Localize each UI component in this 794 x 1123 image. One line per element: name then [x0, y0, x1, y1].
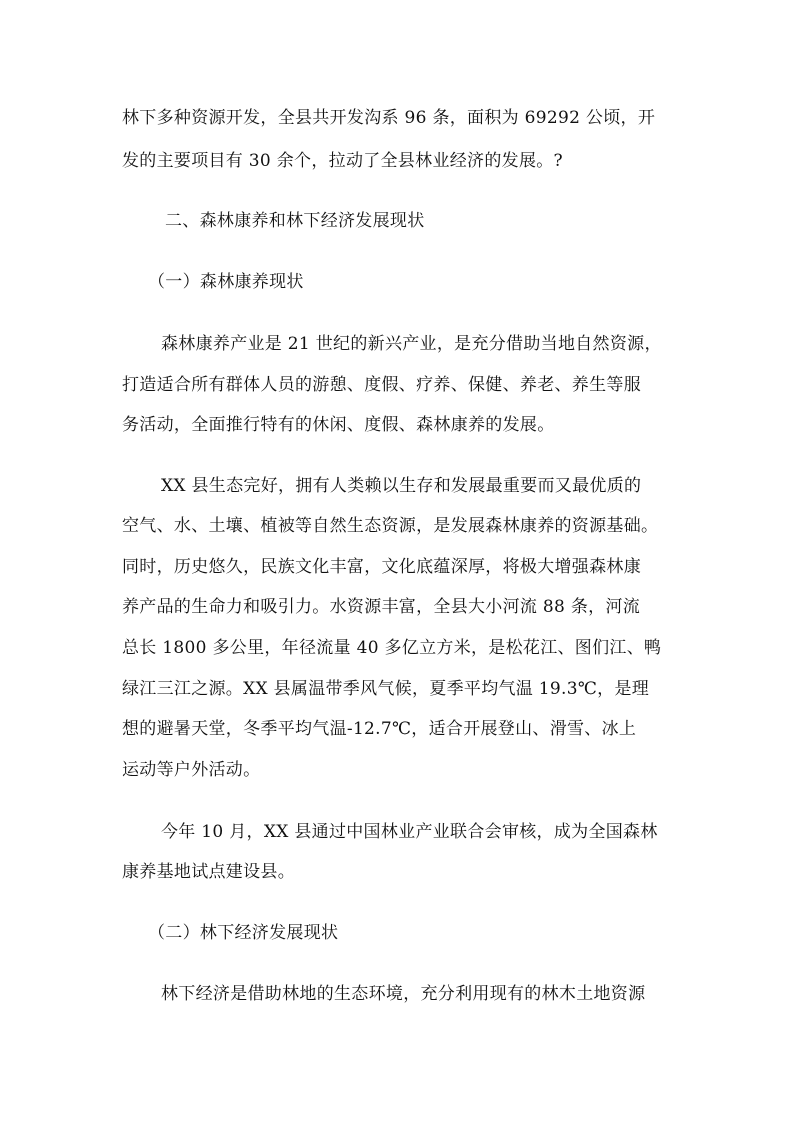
text-line-6: 打造适合所有群体人员的游憩、度假、疗养、保健、养老、养生等服 — [122, 375, 641, 395]
section-heading: 二、森林康养和林下经济发展现状 — [165, 211, 425, 231]
text-line-12: 总长 1800 多公里，年径流量 40 多亿立方米，是松花江、图们江、鸭 — [122, 638, 662, 658]
text-line-11: 养产品的生命力和吸引力。水资源丰富，全县大小河流 88 条，河流 — [122, 597, 641, 617]
text-line-5: 森林康养产业是 21 世纪的新兴产业，是充分借助当地自然资源， — [161, 334, 662, 354]
text-line-1: 林下多种资源开发，全县共开发沟系 96 条，面积为 69292 公顷，开 — [122, 108, 656, 128]
text-line-7: 务活动，全面推行特有的休闲、度假、森林康养的发展。 — [122, 415, 555, 435]
text-line-19: 林下经济是借助林地的生态环境，充分利用现有的林木土地资源 — [161, 984, 646, 1004]
text-line-17: 康养基地试点建设县。 — [122, 862, 295, 882]
subsection-heading-2: （二）林下经济发展现状 — [148, 923, 339, 943]
text-line-10: 同时，历史悠久，民族文化丰富，文化底蕴深厚，将极大增强森林康 — [122, 557, 641, 577]
subsection-heading-1: （一）森林康养现状 — [148, 272, 304, 292]
text-line-15: 运动等户外活动。 — [122, 760, 261, 780]
text-line-13: 绿江三江之源。XX 县属温带季风气候，夏季平均气温 19.3℃，是理 — [122, 679, 650, 699]
text-line-8: XX 县生态完好，拥有人类赖以生存和发展最重要而又最优质的 — [161, 476, 642, 496]
text-line-16: 今年 10 月，XX 县通过中国林业产业联合会审核，成为全国森林 — [161, 822, 658, 842]
text-line-2: 发的主要项目有 30 余个，拉动了全县林业经济的发展。? — [122, 151, 563, 171]
text-line-9: 空气、水、土壤、植被等自然生态资源，是发展森林康养的资源基础。 — [122, 516, 659, 536]
text-line-14: 想的避暑天堂，冬季平均气温-12.7℃，适合开展登山、滑雪、冰上 — [122, 719, 637, 739]
